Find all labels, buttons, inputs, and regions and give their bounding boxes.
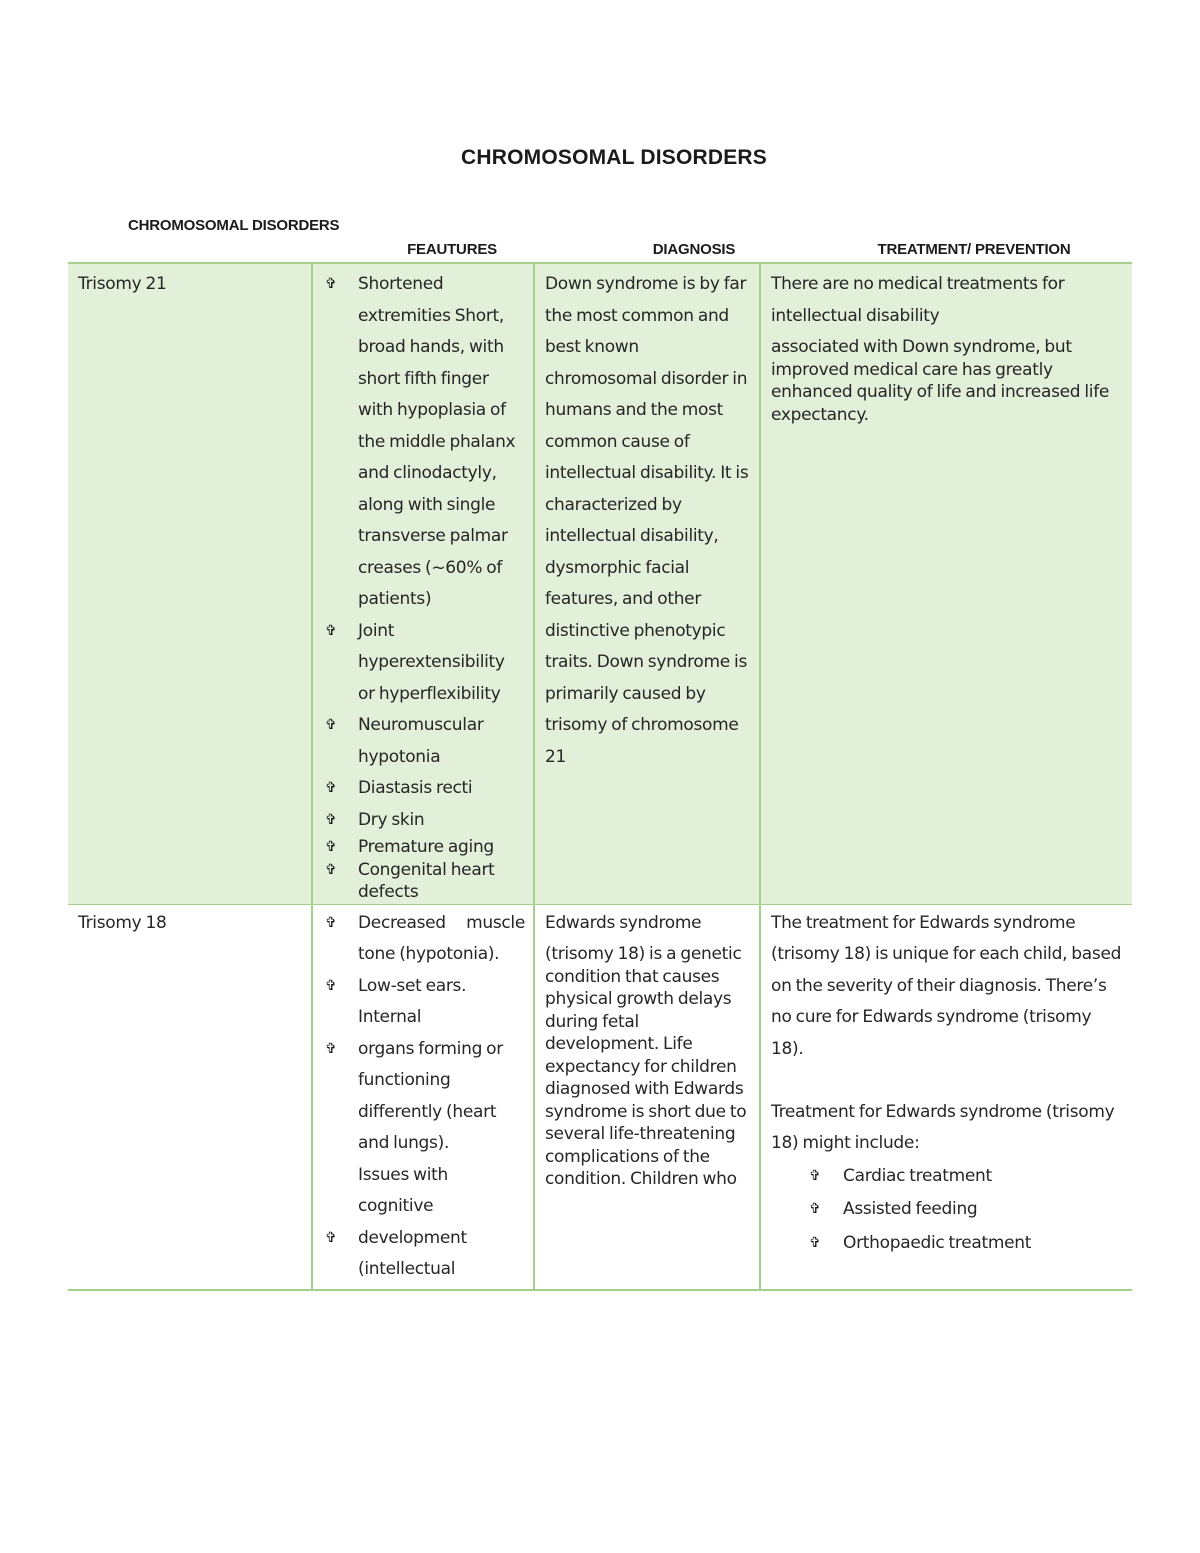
disorder-name: Trisomy 21 bbox=[78, 274, 167, 294]
table-row-trisomy-18 bbox=[68, 904, 1132, 1290]
cross-bullet-icon: ✞ bbox=[325, 811, 337, 828]
feature-item bbox=[323, 859, 525, 904]
feature-item bbox=[323, 773, 525, 805]
cross-bullet-icon: ✞ bbox=[809, 1167, 821, 1184]
column-header-features: FEAUTURES bbox=[407, 241, 497, 258]
diagnosis-text: Edwards syndrome bbox=[545, 912, 702, 933]
cross-bullet-icon: ✞ bbox=[325, 861, 337, 878]
cross-bullet-icon: ✞ bbox=[325, 914, 337, 931]
treatment-item-text: Cardiac treatment bbox=[843, 1165, 992, 1186]
treatment-item-text: Assisted feeding bbox=[843, 1199, 978, 1219]
feature-text: muscle bbox=[466, 912, 525, 933]
feature-item bbox=[323, 710, 525, 773]
feature-text: Issues with cognitive bbox=[358, 1164, 448, 1216]
treatment-item bbox=[809, 1227, 1124, 1261]
feature-text: Decreased bbox=[358, 912, 446, 933]
feature-text: Premature aging bbox=[358, 837, 494, 857]
diagnosis-text-continued: (trisomy 18) is a genetic condition that causes physical growth delays during fetal development. Life expectancy for children diagnosed with Edwards syndrome is short due to several life-threatening complications of the condition. Children who bbox=[545, 944, 747, 1189]
cross-bullet-icon: ✞ bbox=[325, 276, 337, 292]
cross-bullet-icon: ✞ bbox=[809, 1201, 821, 1217]
features-list bbox=[323, 908, 525, 1286]
cross-bullet-icon: ✞ bbox=[325, 1229, 337, 1246]
cross-bullet-icon: ✞ bbox=[325, 717, 337, 733]
feature-item bbox=[323, 805, 525, 837]
feature-text: Neuromuscular hypotonia bbox=[358, 715, 484, 767]
table-row-trisomy-21 bbox=[68, 263, 1132, 904]
cross-bullet-icon: ✞ bbox=[325, 1040, 337, 1057]
treatment-cell bbox=[760, 904, 1132, 1290]
cross-bullet-icon: ✞ bbox=[325, 839, 337, 855]
treatment-item-text: Orthopaedic treatment bbox=[843, 1232, 1032, 1253]
diagnosis-text: Down syndrome is by far the most common and best known chromosomal disorder in humans and the most common cause of intellectual disability. It is characterized by intellectual disability, dysmorphic facial features, and other distinctive phenotypic traits. Down syndrome is primarily caused by trisomy of chromosome 21 bbox=[545, 274, 749, 767]
feature-text: organs forming or functioning differently (heart and lungs). bbox=[358, 1038, 503, 1153]
feature-text: Shortened extremities Short, broad hands, with short fifth finger with hypoplasia of the middle phalanx and clinodactyly, along with single transverse palmar creases (~60% of patients) bbox=[358, 274, 516, 609]
treatment-paragraph: Treatment for Edwards syndrome (trisomy 18) might include: bbox=[771, 1101, 1115, 1153]
feature-text: Joint hyperextensibility or hyperflexibility bbox=[358, 620, 505, 704]
column-header-treatment: TREATMENT/ PREVENTION bbox=[877, 241, 1071, 258]
feature-item bbox=[323, 1160, 525, 1223]
feature-text: development (intellectual bbox=[358, 1227, 467, 1279]
diagnosis-cell bbox=[534, 263, 760, 904]
document-title: CHROMOSOMAL DISORDERS bbox=[461, 146, 767, 169]
feature-item bbox=[323, 269, 525, 616]
treatment-cell bbox=[760, 263, 1132, 904]
treatment-list bbox=[771, 1160, 1124, 1261]
feature-item bbox=[323, 1034, 525, 1160]
feature-text: Congenital heart defects bbox=[358, 859, 495, 902]
column-header-diagnosis: DIAGNOSIS bbox=[652, 241, 736, 258]
cross-bullet-icon: ✞ bbox=[325, 977, 337, 994]
disorders-table bbox=[68, 262, 1132, 1291]
feature-item bbox=[323, 1223, 525, 1286]
disorder-name-cell bbox=[68, 904, 312, 1290]
feature-item bbox=[323, 908, 525, 971]
treatment-item bbox=[809, 1160, 1124, 1194]
treatment-item bbox=[809, 1193, 1124, 1227]
features-cell bbox=[312, 904, 534, 1290]
cross-bullet-icon: ✞ bbox=[325, 780, 337, 796]
feature-text: Diastasis recti bbox=[358, 778, 473, 798]
cross-bullet-icon: ✞ bbox=[809, 1234, 821, 1251]
treatment-text: There are no medical treatments for intellectual disability bbox=[771, 274, 1065, 326]
features-list bbox=[323, 269, 525, 904]
feature-item bbox=[323, 836, 525, 859]
feature-text: tone (hypotonia). bbox=[358, 944, 500, 964]
feature-justified-line bbox=[358, 908, 525, 940]
feature-item bbox=[323, 616, 525, 711]
diagnosis-cell bbox=[534, 904, 760, 1290]
cross-bullet-icon: ✞ bbox=[325, 622, 337, 639]
feature-text: Low-set ears. Internal bbox=[358, 975, 467, 1027]
disorder-name-cell bbox=[68, 263, 312, 904]
feature-item bbox=[323, 971, 525, 1034]
features-cell bbox=[312, 263, 534, 904]
treatment-text-continued: associated with Down syndrome, but improved medical care has greatly enhanced quality of life and increased life expectancy. bbox=[771, 337, 1110, 425]
treatment-paragraph: The treatment for Edwards syndrome (trisomy 18) is unique for each child, based on the severity of their diagnosis. There’s no cure for Edwards syndrome (trisomy 18). bbox=[771, 912, 1122, 1059]
feature-text: Dry skin bbox=[358, 809, 425, 830]
disorder-name: Trisomy 18 bbox=[78, 912, 167, 933]
table-caption: CHROMOSOMAL DISORDERS bbox=[128, 217, 340, 234]
